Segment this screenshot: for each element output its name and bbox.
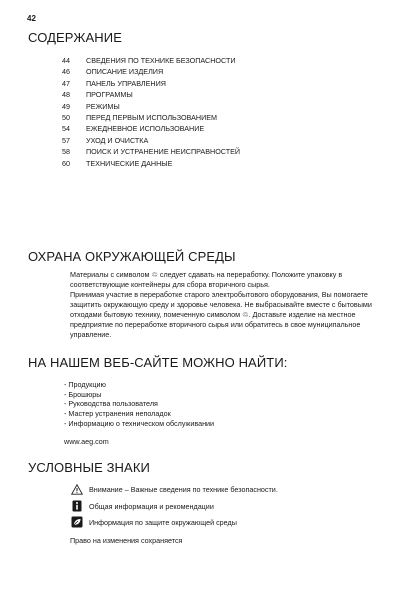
toc-page-number: 46 [62,67,70,77]
toc-page-number: 60 [62,158,70,168]
environment-paragraph: Принимая участие в переработке старого электробытового оборудования, Вы помогаете защитить окружающую среду и здоровье человека. Не выбрасывайте вместе с бытовыми отходами бытовую технику, помеченную символом ♲. Доставьте изделие на местное предприятие по переработке вторичного сырья или обратитесь в свое муниципальное управление. [70,290,372,339]
toc-label: ТЕХНИЧЕСКИЕ ДАННЫЕ [86,158,173,168]
toc-page-number: 57 [62,135,70,145]
toc-label: РЕЖИМЫ [86,101,120,111]
toc-label: ПРОГРАММЫ [86,90,133,100]
symbol-label: Общая информация и рекомендации [89,501,214,511]
symbol-row-warning [70,483,278,495]
environment-heading: ОХРАНА ОКРУЖАЮЩЕЙ СРЕДЫ [28,249,236,264]
toc-item[interactable] [62,89,240,100]
list-item: - Брошюры [64,389,102,399]
toc-item[interactable] [62,146,240,157]
toc-label: ПЕРЕД ПЕРВЫМ ИСПОЛЬЗОВАНИЕМ [86,113,218,123]
toc-page-number: 48 [62,90,70,100]
toc-item[interactable] [62,112,240,123]
toc-page-number: 44 [62,56,70,65]
toc-label: ПАНЕЛЬ УПРАВЛЕНИЯ [86,78,166,88]
table-of-contents [62,55,240,169]
environment-text [70,270,400,340]
toc-label: СВЕДЕНИЯ ПО ТЕХНИКЕ БЕЗОПАСНОСТИ [86,56,236,65]
toc-label: ПОИСК И УСТРАНЕНИЕ НЕИСПРАВНОСТЕЙ [86,147,241,157]
page-number: 42 [27,14,36,23]
symbol-row-info [70,500,214,512]
toc-item[interactable] [62,135,240,146]
symbol-label: Внимание – Важные сведения по технике безопасности. [89,484,278,494]
website-link[interactable]: www.aeg.com [64,437,109,446]
toc-page-number: 49 [62,101,70,111]
list-item: - Информацию о техническом обслуживании [64,418,215,428]
toc-item[interactable] [62,55,240,66]
toc-item[interactable] [62,66,240,77]
environment-paragraph: Материалы с символом ♲ следует сдавать на переработку. Положите упаковку в соответствующие контейнеры для сбора вторичного сырья. [70,270,343,289]
website-list [64,380,214,429]
list-item: - Продукцию [64,380,106,389]
list-item: - Руководства пользователя [64,399,158,409]
list-item: - Мастер устранения неполадок [64,409,171,419]
toc-page-number: 58 [62,147,70,157]
toc-page-number: 50 [62,113,70,123]
toc-item[interactable] [62,78,240,89]
symbols-heading: УСЛОВНЫЕ ЗНАКИ [28,460,150,475]
warning-icon [70,483,83,495]
toc-page-number: 47 [62,78,70,88]
toc-item[interactable] [62,123,240,134]
toc-item[interactable] [62,101,240,112]
environment-icon [70,516,83,528]
toc-label: ЕЖЕДНЕВНОЕ ИСПОЛЬЗОВАНИЕ [86,124,205,134]
info-icon [70,500,83,512]
change-notice: Право на изменения сохраняется [70,536,183,545]
website-heading: НА НАШЕМ ВЕБ-САЙТЕ МОЖНО НАЙТИ: [28,355,288,370]
symbol-row-environment [70,516,237,528]
toc-label: ОПИСАНИЕ ИЗДЕЛИЯ [86,67,164,77]
toc-page-number: 54 [62,124,70,134]
toc-label: УХОД И ОЧИСТКА [86,135,149,145]
symbol-label: Информация по защите окружающей среды [89,517,237,527]
toc-item[interactable] [62,158,240,169]
contents-heading: СОДЕРЖАНИЕ [28,30,123,45]
